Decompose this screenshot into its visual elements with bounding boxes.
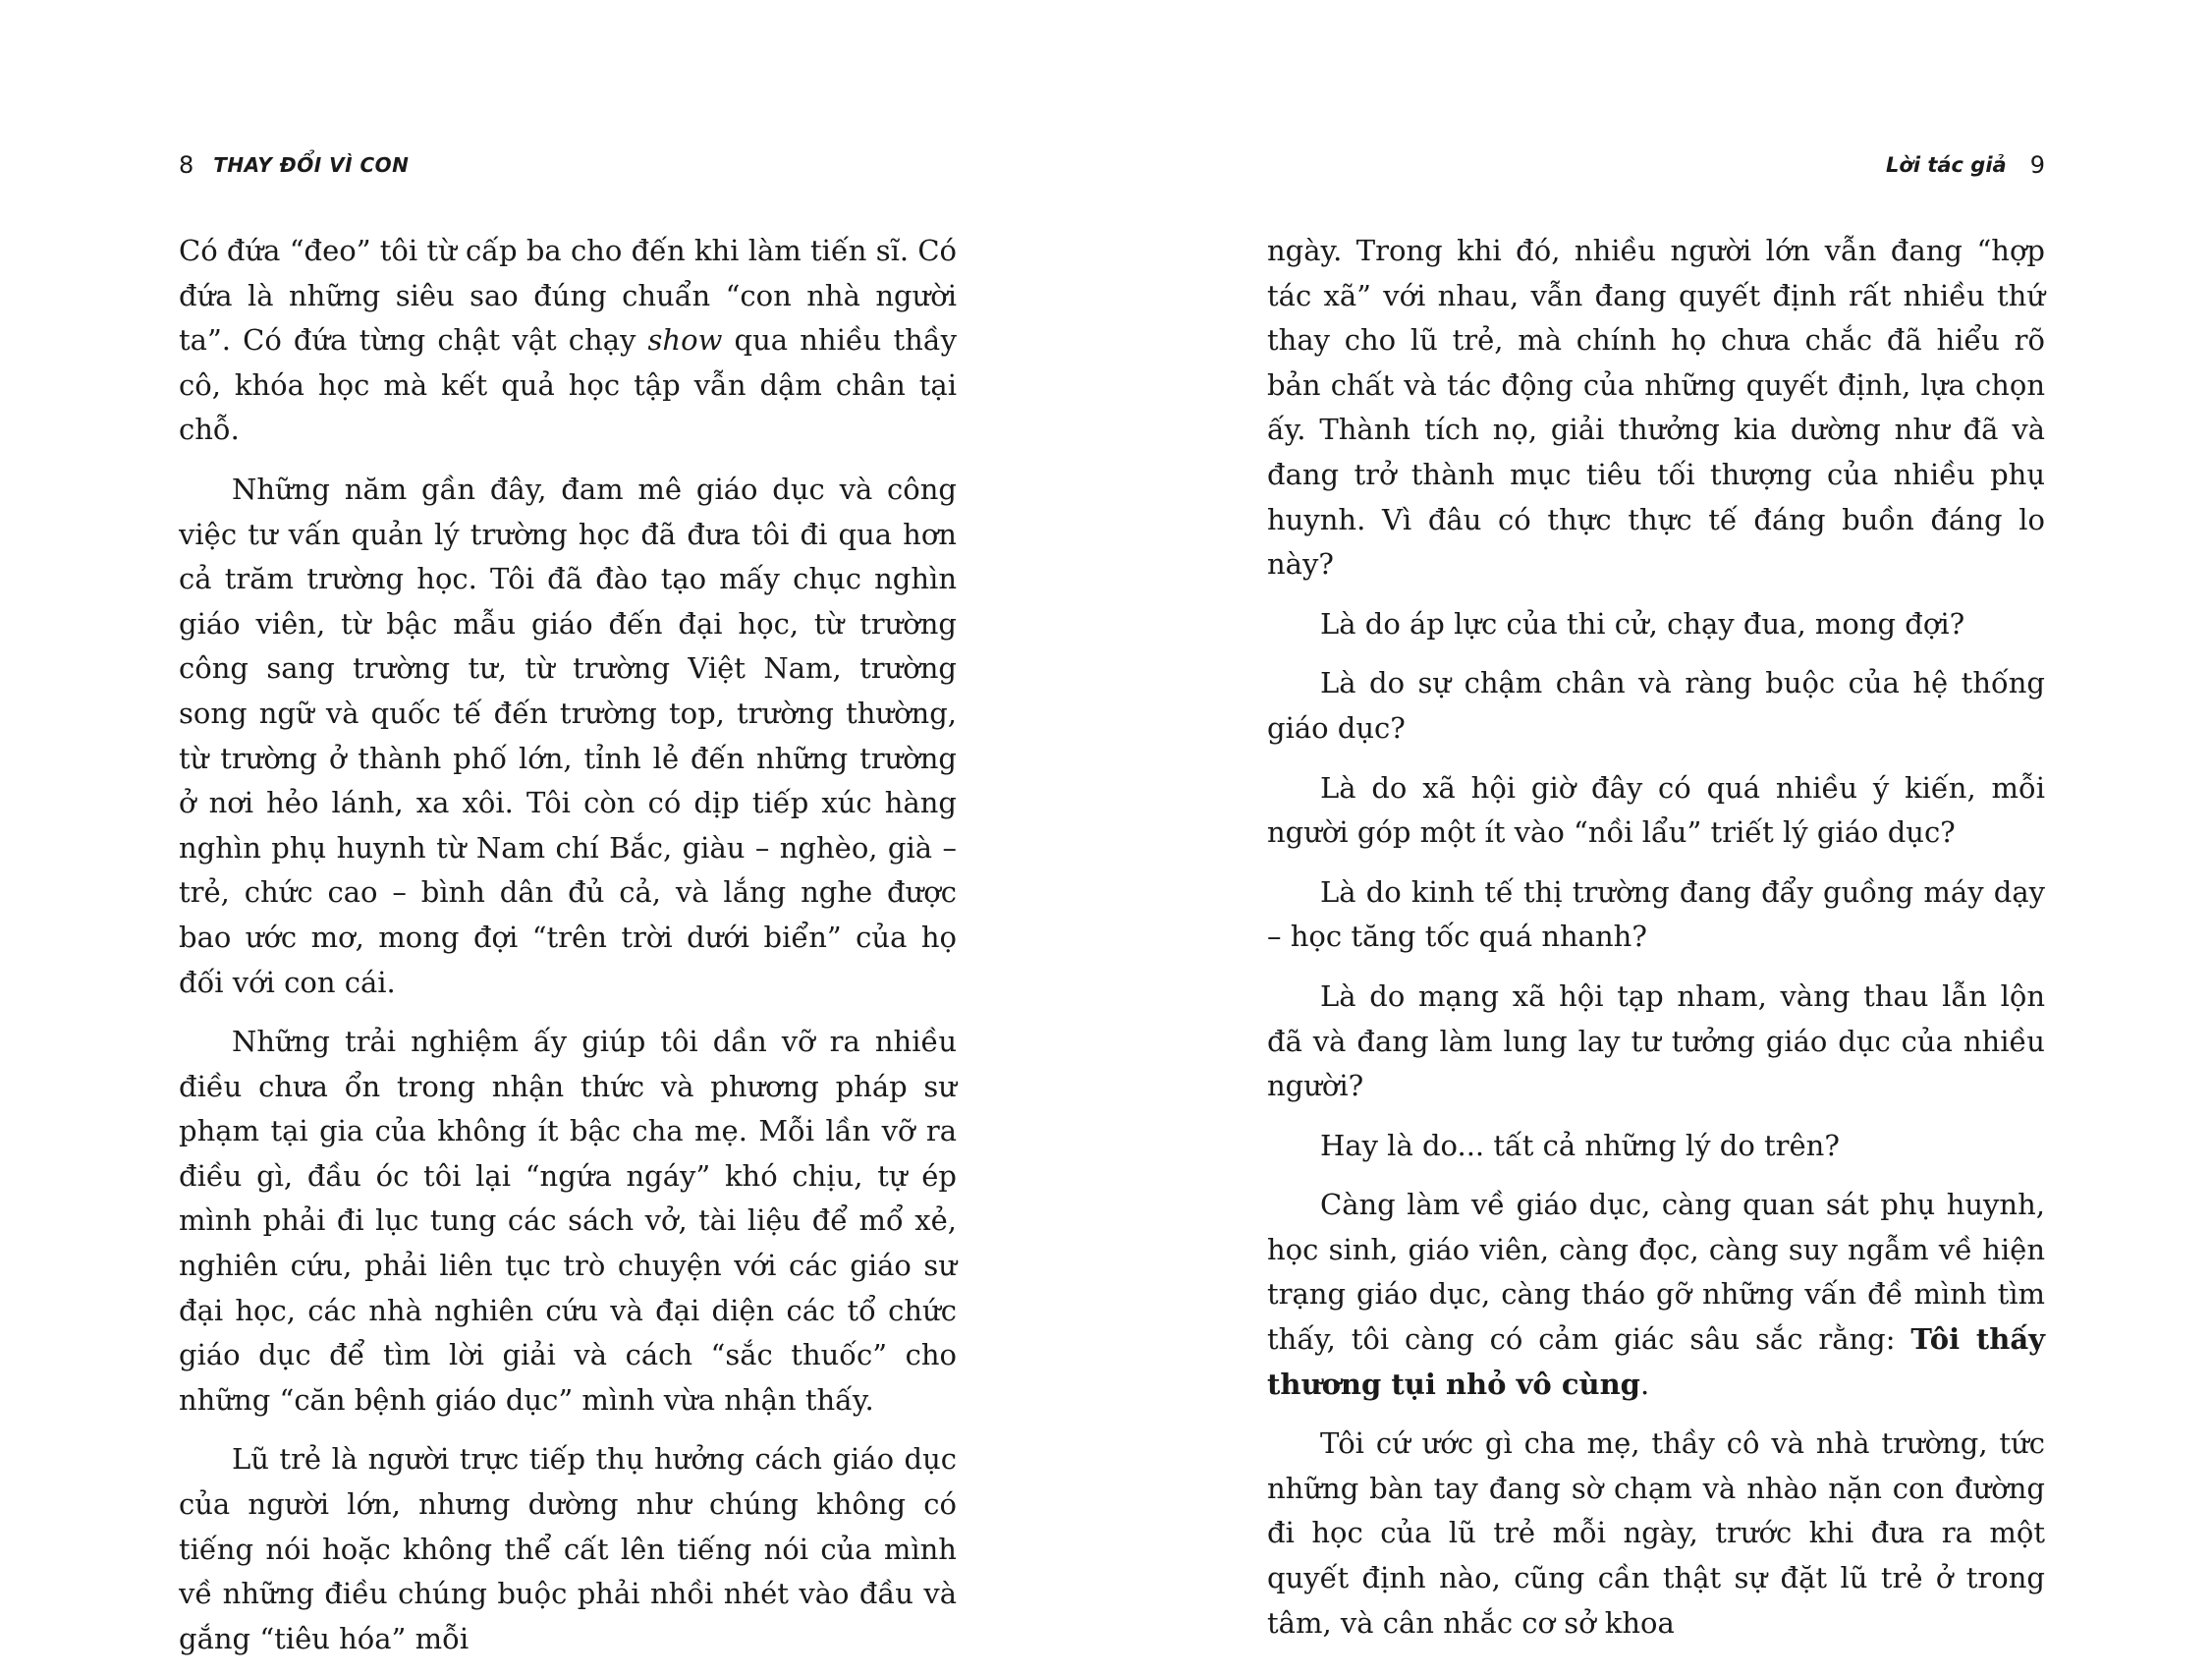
left-running-head — [179, 147, 957, 183]
paragraph — [1267, 1183, 2045, 1407]
paragraph: Là do mạng xã hội tạp nham, vàng thau lẫn lộn đã và đang làm lung lay tư tưởng giáo dục của nhiều người? — [1267, 978, 2045, 1103]
left-page — [179, 0, 957, 1655]
paragraph: Hay là do... tất cả những lý do trên? — [1320, 1128, 1840, 1162]
right-page-number: 9 — [2029, 151, 2045, 179]
paragraph — [179, 229, 957, 453]
left-body-text — [179, 229, 957, 1676]
book-title: THAY ĐỔI VÌ CON — [213, 153, 410, 177]
paragraph-text: Có đứa “đeo” tôi từ cấp ba cho đến khi làm tiến sĩ. Có đứa là những siêu sao đúng chuẩn “con nhà người ta”. Có đứa từng chật vật chạy — [179, 234, 957, 358]
paragraph: Tôi cứ ước gì cha mẹ, thầy cô và nhà trường, tức những bàn tay đang sờ chạm và nhào nặn con đường đi học của lũ trẻ mỗi ngày, trước khi đưa ra một quyết định nào, cũng cần thật sự đặt lũ trẻ ở trong tâm, và cân nhắc cơ sở khoa — [1267, 1426, 2045, 1640]
paragraph: Là do kinh tế thị trường đang đẩy guồng máy dạy – học tăng tốc quá nhanh? — [1267, 874, 2045, 954]
chapter-title: Lời tác giả — [1886, 153, 2007, 177]
italic-word: show — [647, 323, 723, 358]
paragraph: Là do xã hội giờ đây có quá nhiều ý kiến, mỗi người góp một ít vào “nồi lẩu” triết lý giáo dục? — [1267, 770, 2045, 850]
paragraph: ngày. Trong khi đó, nhiều người lớn vẫn đang “hợp tác xã” với nhau, vẫn đang quyết định rất nhiều thứ thay cho lũ trẻ, mà chính họ chưa chắc đã hiểu rõ bản chất và tác động của những quyết định, lựa chọn ấy. Thành tích nọ, giải thưởng kia dường như đã và đang trở thành mục tiêu tối thượng của nhiều phụ huynh. Vì đâu có thực thực tế đáng buồn đáng lo này? — [1267, 234, 2045, 582]
paragraph-text: . — [1639, 1367, 1650, 1401]
right-body-text — [1267, 229, 2045, 1660]
paragraph-text: qua nhiều thầy cô, khóa học mà kết quả học tập vẫn dậm chân tại chỗ. — [179, 323, 957, 447]
paragraph: Những trải nghiệm ấy giúp tôi dần vỡ ra nhiều điều chưa ổn trong nhận thức và phương pháp sư phạm tại gia của không ít bậc cha mẹ. Mỗi lần vỡ ra điều gì, đầu óc tôi lại “ngứa ngáy” khó chịu, tự ép mình phải đi lục tung các sách vở, tài liệu để mổ xẻ, nghiên cứu, phải liên tục trò chuyện với các giáo sư đại học, các nhà nghiên cứu và đại diện các tổ chức giáo dục để tìm lời giải và cách “sắc thuốc” cho những “căn bệnh giáo dục” mình vừa nhận thấy. — [179, 1025, 957, 1417]
paragraph: Là do áp lực của thi cử, chạy đua, mong đợi? — [1320, 606, 1965, 641]
paragraph: Lũ trẻ là người trực tiếp thụ hưởng cách giáo dục của người lớn, nhưng dường như chúng không có tiếng nói hoặc không thể cất lên tiếng nói của mình về những điều chúng buộc phải nhồi nhét vào đầu và gắng “tiêu hóa” mỗi — [179, 1442, 957, 1655]
bold-phrase: Tôi thấy thương tụi nhỏ vô cùng — [1267, 1322, 2045, 1401]
left-page-number: 8 — [179, 151, 194, 179]
right-page — [1267, 0, 2045, 1640]
paragraph-text: Càng làm về giáo dục, càng quan sát phụ huynh, học sinh, giáo viên, càng đọc, càng suy ngẫm về hiện trạng giáo dục, càng tháo gỡ những vấn đề mình tìm thấy, tôi càng có cảm giác sâu sắc rằng: — [1267, 1188, 2045, 1357]
right-running-head — [1267, 147, 2045, 183]
paragraph: Những năm gần đây, đam mê giáo dục và công việc tư vấn quản lý trường học đã đưa tôi đi qua hơn cả trăm trường học. Tôi đã đào tạo mấy chục nghìn giáo viên, từ bậc mẫu giáo đến đại học, từ trường công sang trường tư, từ trường Việt Nam, trường song ngữ và quốc tế đến trường top, trường thường, từ trường ở thành phố lớn, tỉnh lẻ đến những trường ở nơi hẻo lánh, xa xôi. Tôi còn có dịp tiếp xúc hàng nghìn phụ huynh từ Nam chí Bắc, giàu – nghèo, già – trẻ, chức cao – bình dân đủ cả, và lắng nghe được bao ước mơ, mong đợi “trên trời dưới biển” của họ đối với con cái. — [179, 472, 957, 999]
paragraph: Là do sự chậm chân và ràng buộc của hệ thống giáo dục? — [1267, 666, 2045, 745]
